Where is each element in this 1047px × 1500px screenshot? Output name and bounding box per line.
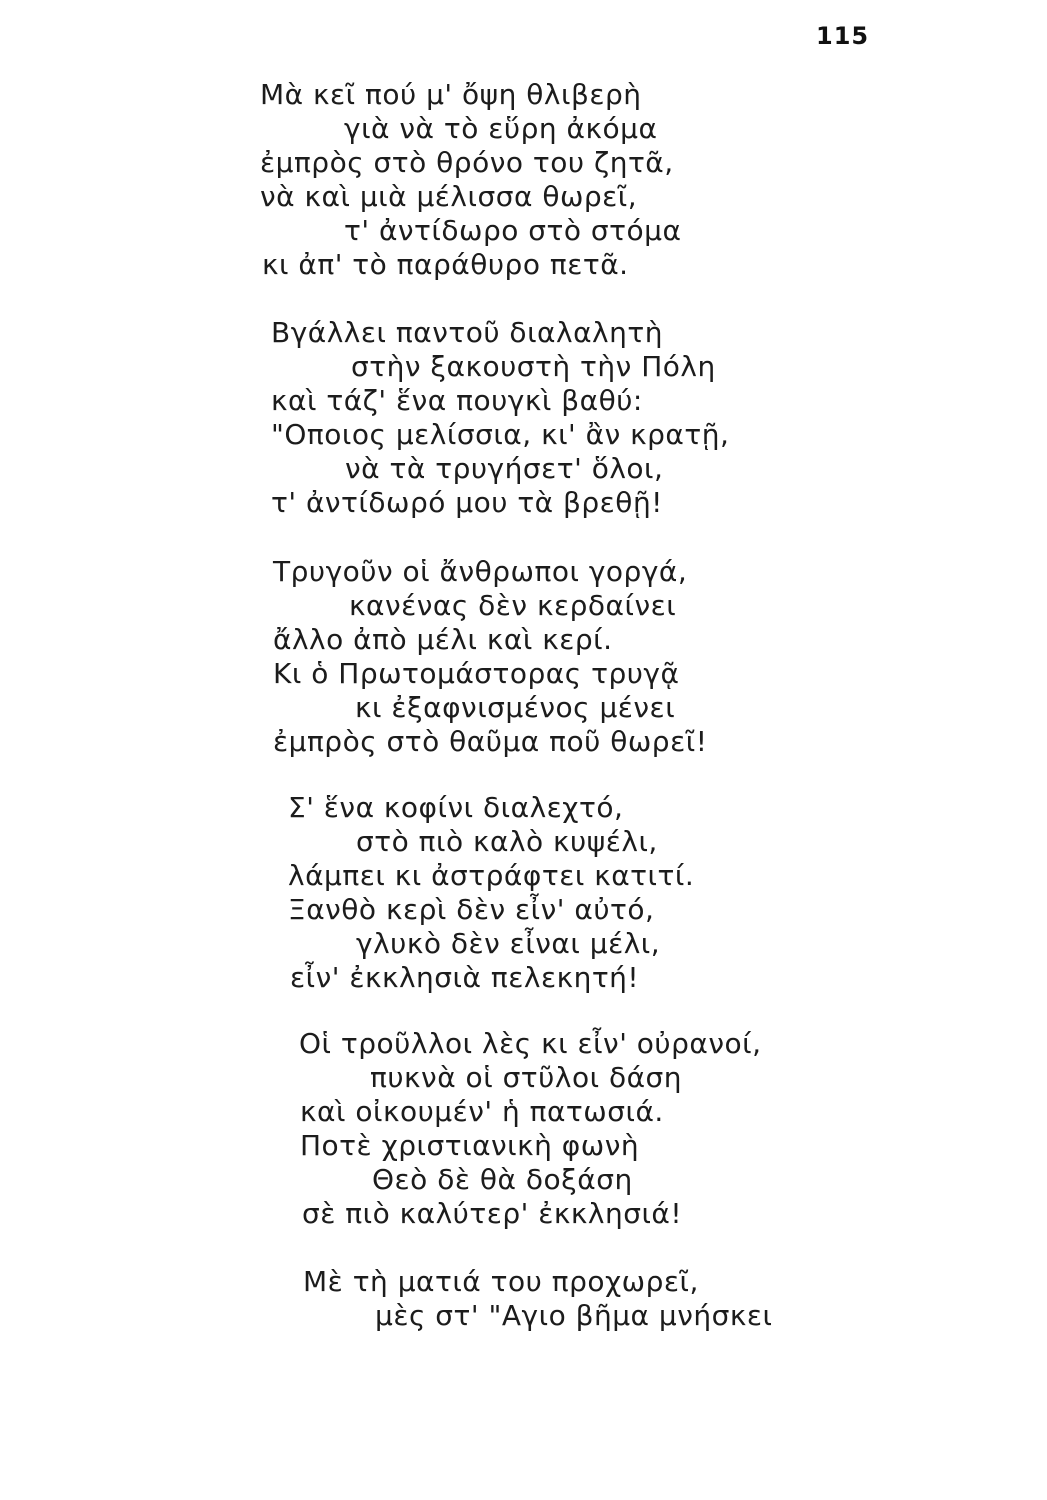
poem-line: κανένας δὲν κερδαίνει	[349, 589, 677, 622]
poem-line: γιὰ νὰ τὸ εὕρη ἀκόμα	[344, 112, 658, 145]
poem-line: Ξανθὸ κερὶ δὲν εἶν' αὐτό,	[288, 893, 655, 926]
poem-line: Θεὸ δὲ θὰ δοξάση	[372, 1163, 633, 1196]
poem-line: στὸ πιὸ καλὸ κυψέλι,	[356, 825, 658, 858]
poem-line: νὰ τὰ τρυγήσετ' ὅλοι,	[345, 452, 664, 485]
poem-line: καὶ τάζ' ἕνα πουγκὶ βαθύ:	[271, 384, 643, 417]
poem-line: Κι ὁ Πρωτομάστορας τρυγᾷ	[273, 657, 680, 690]
poem-line: τ' ἀντίδωρο στὸ στόμα	[344, 214, 682, 247]
poem-line: Ποτὲ χριστιανικὴ φωνὴ	[300, 1129, 640, 1162]
poem-line: ἄλλο ἀπὸ μέλι καὶ κερί.	[273, 623, 613, 656]
poem-line: ἐμπρὸς στὸ θρόνο του ζητᾶ,	[260, 146, 674, 179]
poem-line: τ' ἀντίδωρό μου τὰ βρεθῇ!	[271, 486, 663, 519]
poem-line: γλυκὸ δὲν εἶναι μέλι,	[356, 927, 661, 960]
poem-line: κι ἀπ' τὸ παράθυρο πετᾶ.	[262, 248, 629, 281]
poem-line: Βγάλλει παντοῦ διαλαλητὴ	[271, 316, 663, 349]
page-number: 115	[816, 22, 870, 50]
poem-line: σὲ πιὸ καλύτερ' ἐκκλησιά!	[302, 1197, 683, 1230]
poem-line: στὴν ξακουστὴ τὴν Πόλη	[351, 350, 716, 383]
poem-line: Μὰ κεῖ πού μ' ὄψη θλιβερὴ	[260, 78, 642, 111]
poem-line: κι ἐξαφνισμένος μένει	[355, 691, 676, 724]
poem-line: Σ' ἕνα κοφίνι διαλεχτό,	[288, 791, 624, 824]
poem-line: ἐμπρὸς στὸ θαῦμα ποῦ θωρεῖ!	[273, 725, 708, 758]
poem-line: μὲς στ' "Αγιο βῆμα μνήσκει	[375, 1299, 773, 1332]
poem-line: εἶν' ἐκκλησιὰ πελεκητή!	[290, 961, 640, 994]
poem-line: πυκνὰ οἱ στῦλοι δάση	[370, 1061, 683, 1094]
poem-line: καὶ οἰκουμέν' ἡ πατωσιά.	[300, 1095, 664, 1128]
poem-line: νὰ καὶ μιὰ μέλισσα θωρεῖ,	[260, 180, 638, 213]
poem-line: Τρυγοῦν οἱ ἄνθρωποι γοργά,	[273, 555, 688, 588]
poem-line: "Οποιος μελίσσια, κι' ἂν κρατῇ,	[271, 418, 730, 451]
poem-line: Οἱ τροῦλλοι λὲς κι εἶν' οὐρανοί,	[299, 1027, 762, 1060]
poem-line: Μὲ τὴ ματιά του προχωρεῖ,	[303, 1265, 699, 1298]
poem-line: λάμπει κι ἀστράφτει κατιτί.	[288, 859, 695, 892]
